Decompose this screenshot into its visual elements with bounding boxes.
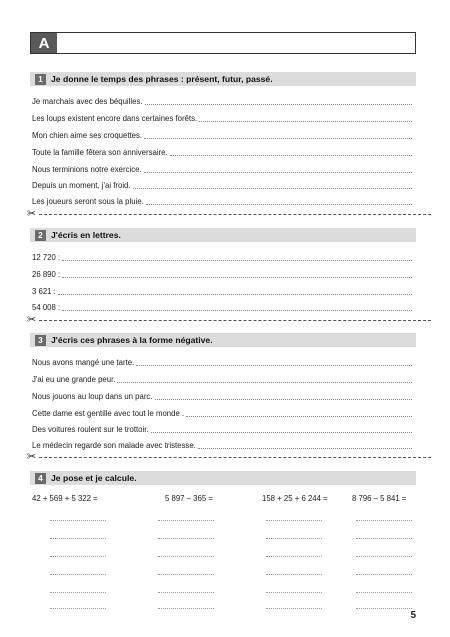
section-4-title: Je pose et je calcule. bbox=[51, 473, 137, 483]
calculation: 8 796 – 5 841 = bbox=[352, 494, 407, 503]
page-number: 5 bbox=[410, 610, 416, 621]
dashed-line bbox=[39, 214, 431, 215]
work-line[interactable] bbox=[356, 608, 412, 609]
work-line[interactable] bbox=[50, 556, 106, 557]
header-box bbox=[30, 32, 416, 54]
dashed-line bbox=[39, 320, 431, 321]
work-line[interactable] bbox=[50, 538, 106, 539]
work-line[interactable] bbox=[356, 574, 412, 575]
answer-line[interactable] bbox=[32, 372, 412, 384]
work-line[interactable] bbox=[158, 574, 214, 575]
number-label: 3 621 : bbox=[32, 287, 56, 297]
work-line[interactable] bbox=[50, 574, 106, 575]
answer-line[interactable] bbox=[32, 250, 412, 262]
sentence: Je marchais avec des béquilles. bbox=[32, 97, 143, 107]
sentence: J'ai eu une grande peur. bbox=[32, 375, 116, 385]
answer-line[interactable] bbox=[32, 94, 412, 106]
section-3-title: J'écris ces phrases à la forme négative. bbox=[51, 335, 213, 345]
answer-line[interactable] bbox=[32, 438, 412, 450]
section-4-number: 4 bbox=[35, 473, 46, 484]
number-label: 12 720 : bbox=[32, 253, 61, 263]
work-line[interactable] bbox=[158, 556, 214, 557]
answer-line[interactable] bbox=[32, 145, 412, 157]
answer-line[interactable] bbox=[32, 267, 412, 279]
work-line[interactable] bbox=[50, 520, 106, 521]
dotted-line bbox=[151, 432, 412, 433]
dotted-line bbox=[144, 138, 412, 139]
calculation: 5 897 – 365 = bbox=[165, 494, 213, 503]
section-1-title: Je donne le temps des phrases : présent, futur, passé. bbox=[51, 74, 273, 84]
dotted-line bbox=[62, 260, 412, 261]
section-3-number: 3 bbox=[35, 335, 46, 346]
section-2-bar bbox=[30, 228, 416, 242]
work-line[interactable] bbox=[158, 608, 214, 609]
section-1-number: 1 bbox=[35, 74, 46, 85]
work-line[interactable] bbox=[356, 538, 412, 539]
dotted-line bbox=[62, 277, 412, 278]
dotted-line bbox=[146, 204, 412, 205]
work-line[interactable] bbox=[50, 608, 106, 609]
dotted-line bbox=[170, 155, 412, 156]
scissors-icon: ✂ bbox=[27, 313, 37, 326]
sentence: Nous jouons au loup dans un parc. bbox=[32, 392, 153, 402]
answer-line[interactable] bbox=[32, 111, 412, 123]
answer-line[interactable] bbox=[32, 284, 412, 296]
answer-line[interactable] bbox=[32, 406, 412, 418]
number-label: 26 890 : bbox=[32, 270, 61, 280]
dotted-line bbox=[145, 104, 412, 105]
section-2-number: 2 bbox=[35, 230, 46, 241]
work-line[interactable] bbox=[356, 592, 412, 593]
answer-line[interactable] bbox=[32, 178, 412, 190]
work-line[interactable] bbox=[266, 592, 322, 593]
calculation: 42 + 569 + 5 322 = bbox=[32, 494, 98, 503]
sentence: Toute la famille fêtera son anniversaire. bbox=[32, 148, 168, 158]
dotted-line bbox=[58, 294, 412, 295]
sentence: Nous terminions notre exercice. bbox=[32, 165, 142, 175]
answer-line[interactable] bbox=[32, 422, 412, 434]
dotted-line bbox=[136, 365, 412, 366]
work-line[interactable] bbox=[266, 520, 322, 521]
work-line[interactable] bbox=[158, 538, 214, 539]
work-line[interactable] bbox=[266, 574, 322, 575]
dotted-line bbox=[186, 416, 412, 417]
answer-line[interactable] bbox=[32, 389, 412, 401]
sentence: Nous avons mangé une tarte. bbox=[32, 358, 135, 368]
answer-line[interactable] bbox=[32, 162, 412, 174]
sentence: Mon chien aime ses croquettes. bbox=[32, 131, 143, 141]
answer-line[interactable] bbox=[32, 128, 412, 140]
sentence: Les loups existent encore dans certaines forêts. bbox=[32, 114, 198, 124]
sentence: Depuis un moment, j'ai froid. bbox=[32, 181, 131, 191]
sentence: Des voitures roulent sur le trottoir. bbox=[32, 425, 149, 435]
section-2-title: J'écris en lettres. bbox=[51, 230, 121, 240]
dotted-line bbox=[198, 448, 412, 449]
work-line[interactable] bbox=[50, 592, 106, 593]
number-label: 54 008 : bbox=[32, 303, 61, 313]
section-1-bar bbox=[30, 72, 416, 86]
answer-line[interactable] bbox=[32, 355, 412, 367]
cut-line bbox=[27, 452, 431, 462]
work-line[interactable] bbox=[266, 608, 322, 609]
dotted-line bbox=[62, 310, 412, 311]
answer-line[interactable] bbox=[32, 300, 412, 312]
dotted-line bbox=[199, 121, 412, 122]
header-letter: A bbox=[31, 33, 57, 53]
scissors-icon: ✂ bbox=[27, 450, 37, 463]
sentence: Cette dame est gentille avec tout le monde . bbox=[32, 409, 185, 419]
work-line[interactable] bbox=[158, 592, 214, 593]
work-line[interactable] bbox=[158, 520, 214, 521]
work-line[interactable] bbox=[266, 556, 322, 557]
dashed-line bbox=[39, 457, 431, 458]
work-line[interactable] bbox=[356, 556, 412, 557]
work-line[interactable] bbox=[356, 520, 412, 521]
dotted-line bbox=[117, 382, 412, 383]
section-4-bar bbox=[30, 471, 416, 485]
sentence: Les joueurs seront sous la pluie. bbox=[32, 197, 144, 207]
sentence: Le médecin regarde son malade avec tristesse. bbox=[32, 441, 196, 451]
scissors-icon: ✂ bbox=[27, 207, 37, 220]
calculation: 158 + 25 + 6 244 = bbox=[262, 494, 328, 503]
dotted-line bbox=[155, 399, 412, 400]
dotted-line bbox=[144, 172, 412, 173]
cut-line bbox=[27, 209, 431, 219]
dotted-line bbox=[133, 188, 412, 189]
cut-line bbox=[27, 315, 431, 325]
section-3-bar bbox=[30, 333, 416, 347]
work-line[interactable] bbox=[266, 538, 322, 539]
answer-line[interactable] bbox=[32, 194, 412, 206]
